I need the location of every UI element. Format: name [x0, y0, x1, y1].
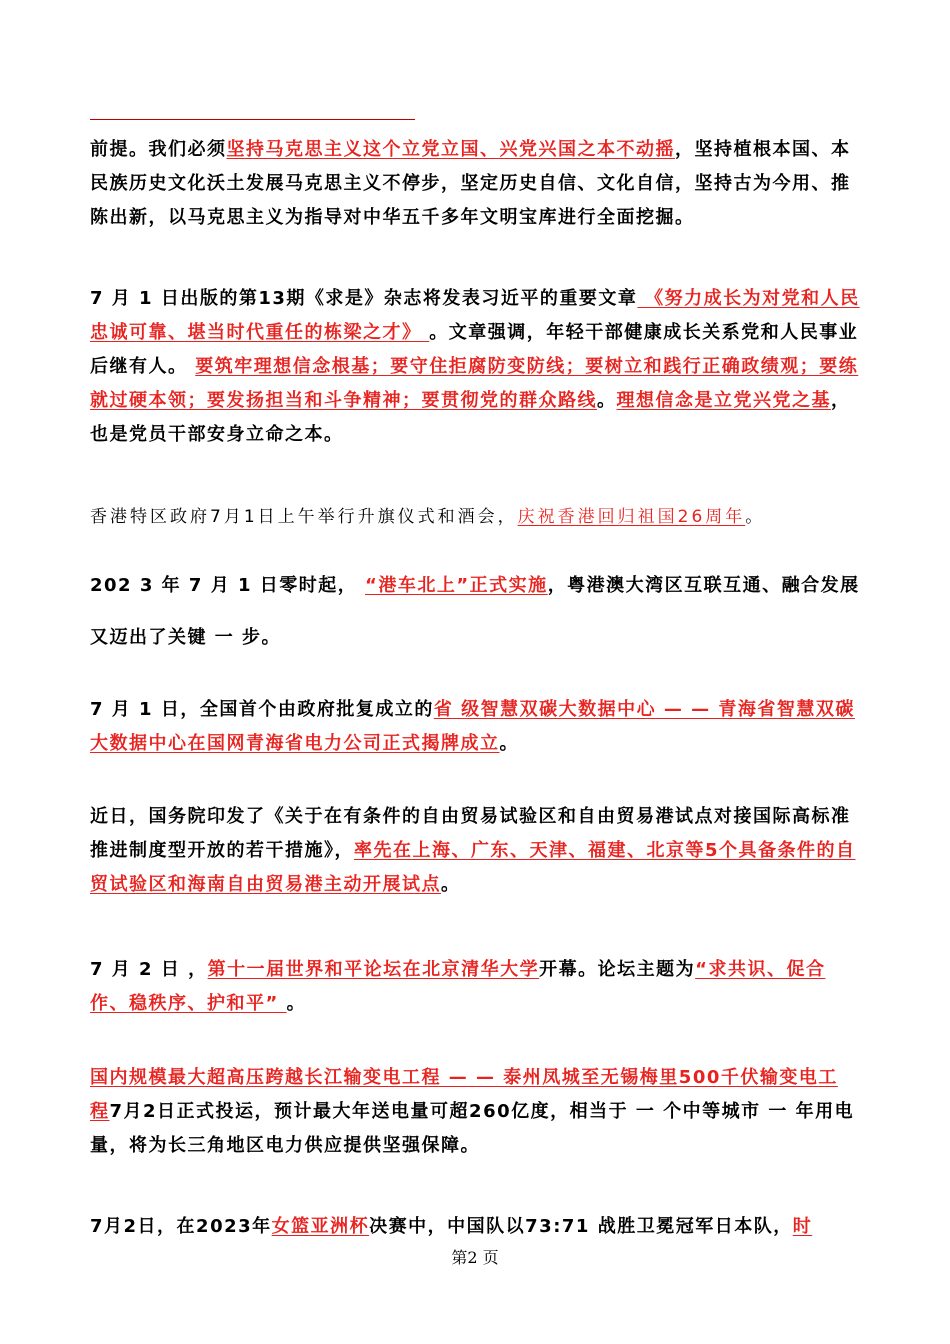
body-text: 。 [745, 507, 766, 527]
body-text: 。 [597, 390, 617, 411]
paragraph-qiushi-article [90, 282, 862, 452]
paragraph-power-transmission [90, 1061, 862, 1163]
body-text: 。文章强调，年轻干部健康成长关系党和人民事业后继有人。 [90, 322, 859, 377]
paragraph-marxism [90, 133, 862, 235]
body-text: 7月2日正式投运，预计最大年送电量可超260亿度，相当于 一 个中等城市 一 年用电量，将为长三角地区电力供应提供坚强保障。 [90, 1101, 855, 1156]
body-text: 7 月 2 日 ， [90, 959, 208, 980]
paragraph-free-trade-zones [90, 800, 862, 902]
highlighted-text: 省 级智慧双碳大数据中心 — — 青海省智慧双碳大数据中心在国网青海省电力公司正式揭牌成立 [90, 699, 855, 754]
highlighted-text: 《努力成长为对党和人民忠诚可靠、堪当时代重任的栋梁之才》 [90, 288, 860, 343]
body-text: 近日，国务院印发了《关于在有条件的自由贸易试验区和自由贸易港试点对接国际高标准推进制度型开放的若干措施》， [90, 806, 851, 861]
paragraph-hongkong [90, 500, 862, 534]
body-text: 开幕。论坛主题为 [539, 959, 696, 980]
paragraph-world-peace-forum [90, 953, 862, 1021]
body-text: ，坚持植根本国、本民族历史文化沃土发展马克思主义不停步，坚定历史自信、文化自信，坚持古为今用、推陈出新，以马克思主义为指导对中华五千多年文明宝库进行全面挖掘。 [90, 139, 851, 228]
highlighted-text: 理想信念是立党兴党之基 [616, 390, 831, 411]
paragraph-womens-basketball [90, 1210, 862, 1244]
top-divider-line [90, 119, 415, 120]
page-number: 第2 页 [451, 1248, 499, 1267]
body-text: 前提。我们必须 [90, 139, 227, 160]
body-text: 。 [286, 993, 307, 1014]
highlighted-text: “求共识、促合作、稳秩序、护和平” [90, 959, 826, 1014]
body-text: ，也是党员干部安身立命之本。 [90, 390, 851, 445]
body-text: 7 月 1 日出版的第13期《求是》杂志将发表习近平的重要文章 [90, 288, 638, 309]
body-text: 7月2日，在2023年 [90, 1216, 272, 1237]
paragraph-carbon-data-center [90, 693, 862, 761]
body-text: 202 3 年 7 月 1 日零时起， [90, 575, 366, 596]
highlighted-text: 庆祝香港回归祖国26周年 [517, 507, 746, 527]
body-text: 。 [499, 733, 519, 754]
body-text: 。 [441, 874, 461, 895]
highlighted-text: 第十一届世界和平论坛在北京清华大学 [207, 959, 540, 980]
highlighted-text: 率先在上海、广东、天津、福建、北京等5个具备条件的自贸试验区和海南自由贸易港主动开展试点 [90, 840, 856, 895]
highlighted-text: 国内规模最大超高压跨越长江输变电工程 — — 泰州凤城至无锡梅里500千伏输变电工 程 [90, 1067, 838, 1122]
paragraph-hk-cars-north [90, 560, 862, 664]
body-text: ，粤港澳大湾区互联互通、融合发展又迈出了关键 一 步。 [90, 575, 860, 648]
body-text: 香港特区政府7月1日上午举行升旗仪式和酒会， [90, 507, 518, 527]
highlighted-text: 坚持马克思主义这个立党立国、兴党兴国之本不动摇 [226, 139, 675, 160]
highlighted-text: 要筑牢理想信念根基；要守住拒腐防变防线；要树立和践行正确政绩观；要练就过硬本领；要发扬担当和斗争精神；要贯彻党的群众路线 [90, 356, 859, 411]
highlighted-text: 女篮亚洲杯 [271, 1216, 370, 1237]
body-text: 7 月 1 日，全国首个由政府批复成立的 [90, 699, 434, 720]
highlighted-text: 时 [792, 1216, 813, 1237]
highlighted-text: “港车北上”正式实施 [365, 575, 548, 596]
body-text: 决赛中，中国队以73:71 战胜卫冕冠军日本队， [369, 1216, 793, 1237]
